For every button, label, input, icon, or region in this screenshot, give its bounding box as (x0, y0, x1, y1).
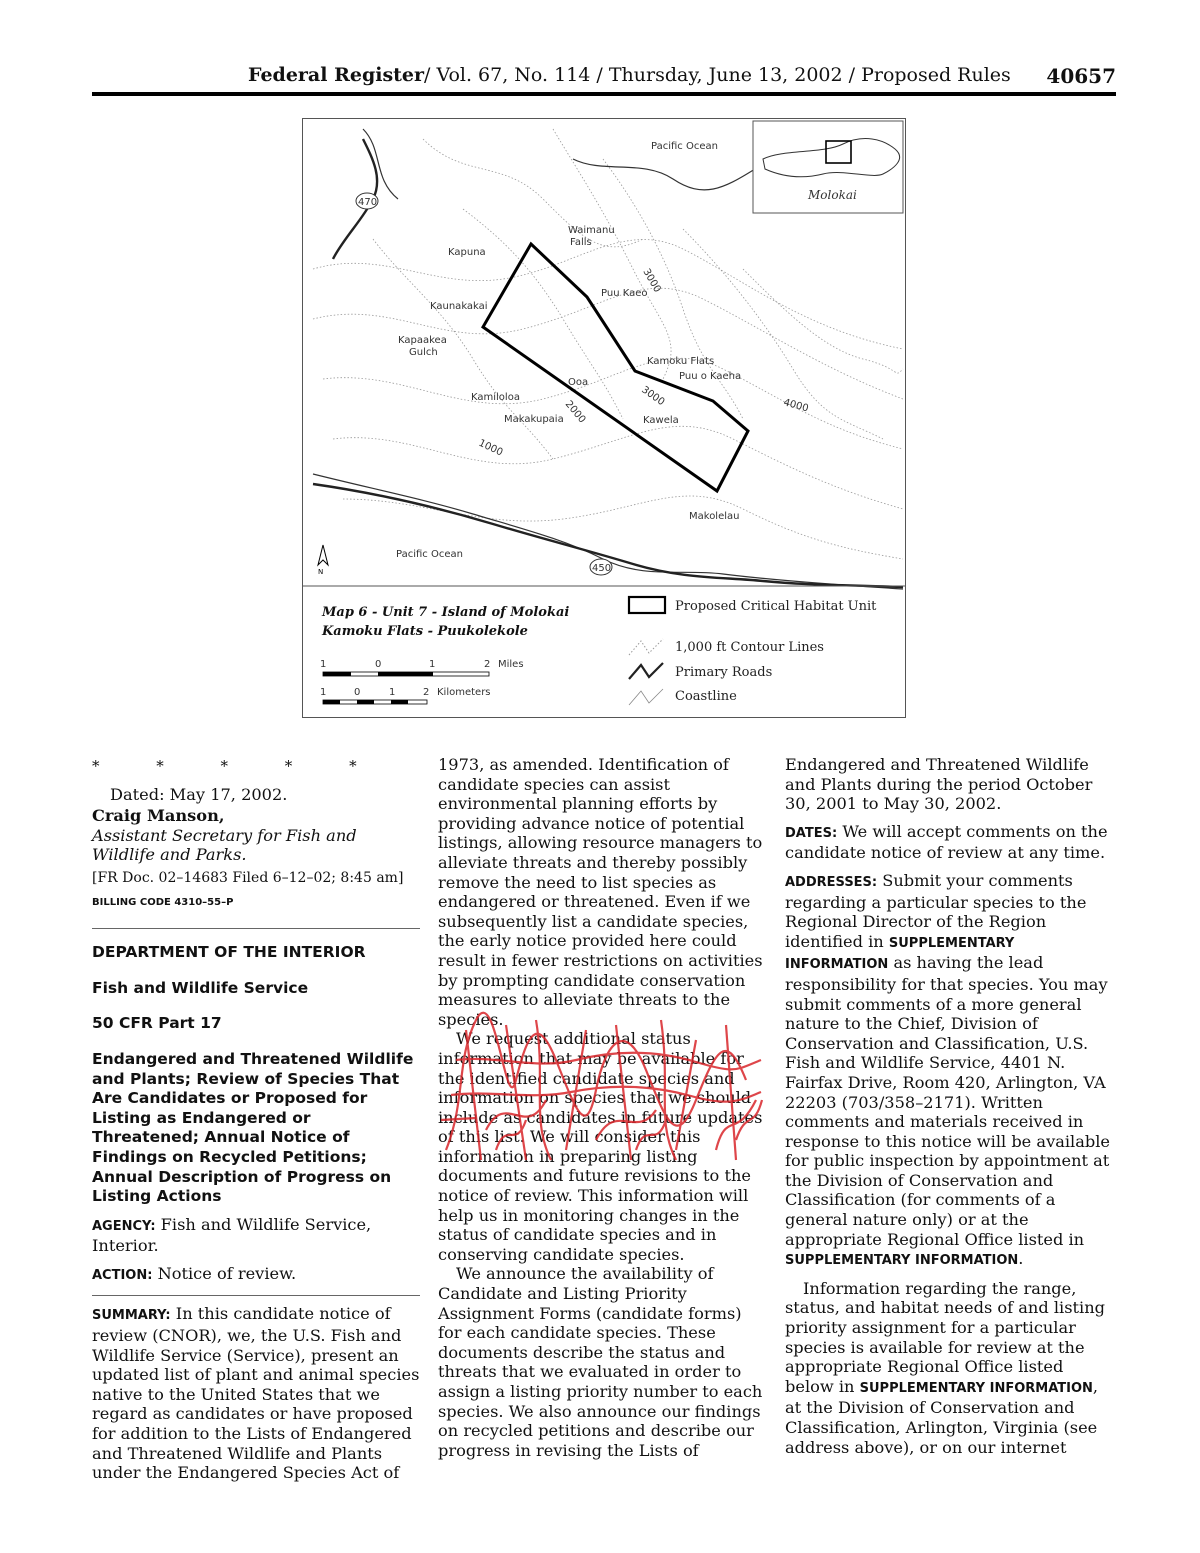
col3-paragraph-1: Endangered and Threatened Wildlife and Plants during the period October 30, 2001 to May 30, 2002. (785, 755, 1093, 814)
habitat-map (302, 118, 906, 718)
north-label: N (318, 568, 324, 576)
col2-paragraph-2: We request additional status information that may be available for the identified candidate species and information on species that we should include as candidates in future updates of this list. We will consider this information in preparing listing documents and future revisions to the notice of review. This information will help us in monitoring changes in the status of candidate species and in conserving candidate species. (438, 1029, 763, 1264)
label-contour-1000: 1000 (476, 437, 505, 459)
road-450-label: 450 (592, 563, 612, 574)
label-contour-2000: 2000 (562, 398, 588, 426)
legend-coast-symbol (629, 689, 663, 705)
label-makolelau: Makolelau (689, 511, 740, 522)
legend-unit-symbol (629, 597, 665, 613)
label-contour-4000: 4000 (782, 397, 810, 415)
label-falls: Falls (570, 237, 592, 248)
place-labels (396, 141, 810, 560)
agency-label: AGENCY: (92, 1218, 156, 1234)
summary-paragraph (92, 1304, 420, 1482)
addresses-end: . (1018, 1249, 1024, 1269)
label-kapaakea: Kapaakea (398, 335, 447, 346)
label-gulch: Gulch (409, 347, 438, 358)
label-waimanu: Waimanu (568, 225, 615, 236)
inset-label: Molokai (808, 188, 857, 202)
supp-info-ref-3: SUPPLEMENTARY INFORMATION (859, 1380, 1093, 1396)
legend-roads-symbol (629, 663, 663, 679)
supp-info-ref-2: SUPPLEMENTARY INFORMATION (785, 1253, 1019, 1269)
billing-code: BILLING CODE 4310–55–P (92, 896, 234, 908)
col2-paragraph-1: 1973, as amended. Identification of candidate species can assist environmental planning efforts by providing advance notice of potential listings, allowing resource managers to alleviate threats and thereby possibly remove the need to list species as endangered or threatened. Even if we subsequently list a candidate species, the early notice provided here could result in fewer restrictions on activities by prompting candidate conservation measures to alleviate threats to the species. (438, 755, 763, 1029)
section-rule (92, 928, 420, 929)
map-svg (303, 119, 905, 717)
signer-name: Craig Manson, (92, 806, 225, 826)
inset-map (753, 121, 903, 213)
summary-label: SUMMARY: (92, 1308, 171, 1324)
road-470-label: 470 (358, 197, 378, 208)
legend-unit-label: Proposed Critical Habitat Unit (675, 599, 877, 614)
miles-tick-0: 0 (375, 659, 382, 670)
map-title (321, 605, 569, 639)
label-kamiloloa: Kamiloloa (471, 392, 520, 403)
label-puu-kaeo: Puu Kaeo (601, 288, 648, 299)
km-unit: Kilometers (437, 687, 491, 698)
addresses-paragraph (785, 871, 1117, 1271)
info-text-a: Information regarding the range, status, and habitat needs of and listing priority assignment for a particular species is available for review at the appropriate Regional Office listed below in (785, 1278, 1105, 1396)
dates-paragraph (785, 822, 1117, 863)
km-tick-1a: 1 (320, 687, 327, 698)
km-tick-2: 2 (423, 687, 430, 698)
km-tick-1b: 1 (389, 687, 396, 698)
miles-unit: Miles (498, 659, 524, 670)
km-tick-0: 0 (354, 687, 361, 698)
header-citation (248, 64, 1011, 86)
column-3 (785, 755, 1117, 1457)
dated-line: Dated: May 17, 2002. (110, 784, 288, 804)
map-title-line2: Kamoku Flats - Puukolekole (322, 624, 528, 639)
critical-habitat-unit (483, 244, 748, 491)
cfr-heading: 50 CFR Part 17 (92, 1014, 222, 1033)
scale-bar-miles (320, 659, 524, 676)
info-paragraph (785, 1279, 1117, 1457)
label-puu-o-kaeha: Puu o Kaeha (679, 371, 742, 382)
label-kaunakakai: Kaunakakai (430, 301, 488, 312)
agency-text: Fish and Wildlife Service, Interior. (92, 1214, 372, 1256)
action-label: ACTION: (92, 1267, 153, 1283)
label-pacific-north: Pacific Ocean (651, 141, 718, 152)
section-break: * * * * * (92, 757, 383, 775)
label-pacific-south: Pacific Ocean (396, 549, 463, 560)
addresses-label: ADDRESSES: (785, 874, 878, 890)
service-heading: Fish and Wildlife Service (92, 978, 309, 997)
legend-contour-symbol (629, 639, 663, 655)
legend-roads-label: Primary Roads (675, 665, 773, 680)
addresses-text-a: Submit your comments regarding a particular species to the Regional Director of the Region identified in (785, 870, 1087, 951)
header-rule (92, 92, 1116, 96)
department-heading: DEPARTMENT OF THE INTERIOR (92, 943, 366, 962)
dates-text: We will accept comments on the candidate notice of review at any time. (785, 821, 1108, 863)
label-kapuna: Kapuna (448, 247, 486, 258)
label-contour-3000b: 3000 (639, 384, 667, 409)
summary-rule (92, 1295, 420, 1296)
agency-paragraph (92, 1215, 420, 1256)
signer-title: Assistant Secretary for Fish and Wildlife and Parks. (92, 825, 357, 865)
column-1 (92, 755, 420, 1483)
journal-name: Federal Register (248, 64, 425, 86)
page-number: 40657 (1046, 64, 1116, 88)
label-ooa: Ooa (568, 377, 589, 388)
page-header (92, 62, 1116, 92)
label-makakupaia: Makakupaia (504, 414, 564, 425)
supp-info-ref-1: SUPPLEMENTARY INFORMATION (785, 935, 1015, 973)
legend-coast-label: Coastline (675, 689, 737, 704)
miles-tick-2: 2 (484, 659, 491, 670)
info-text-b: , at the Division of Conservation and Classification, Arlington, Virginia (see address above), or on our internet (785, 1376, 1099, 1457)
map-title-line1: Map 6 - Unit 7 - Island of Molokai (322, 605, 570, 620)
map-legend (629, 597, 877, 705)
label-kawela: Kawela (643, 415, 679, 426)
north-arrow (318, 545, 328, 576)
document-title: Endangered and Threatened Wildlife and Plants; Review of Species That Are Candidates or Proposed for Listing as Endangered or Threatened; Annual Notice of Findings on Recycled Petitions; Annual Description of Progress on Listing Actions (92, 1049, 414, 1206)
label-contour-3000a: 3000 (640, 267, 663, 295)
miles-tick-1b: 1 (429, 659, 436, 670)
col2-paragraph-3: We announce the availability of Candidate and Listing Priority Assignment Forms (candidate forms) for each candidate species. These documents describe the status and threats that we evaluated in order to assign a listing priority number to each species. We also announce our findings on recycled petitions and describe our progress in revising the Lists of (438, 1264, 763, 1460)
action-paragraph (92, 1264, 420, 1286)
dates-label: DATES: (785, 825, 838, 841)
legend-contour-label: 1,000 ft Contour Lines (675, 640, 824, 655)
scale-bar-km (320, 687, 491, 704)
column-2 (438, 755, 768, 1460)
miles-tick-1a: 1 (320, 659, 327, 670)
fr-doc-line: [FR Doc. 02–14683 Filed 6–12–02; 8:45 am] (92, 869, 404, 886)
addresses-text-b: as having the lead responsibility for that species. You may submit comments of a more general nature to the Chief, Division of Conservation and Classification, U.S. Fish and Wildlife Service, 4401 N. Fairfax Drive, Room 420, Arlington, VA 22203 (703/358–2171). Written comments and materials received in response to this notice will be available for public inspection by appointment at the Division of Conservation and Classification (for comments of a general nature only) or at the appropriate Regional Office listed in (785, 953, 1110, 1249)
action-text: Notice of review. (157, 1263, 297, 1283)
summary-text: In this candidate notice of review (CNOR), we, the U.S. Fish and Wildlife Service (Service), present an updated list of plant and animal species native to the United States that we regard as candidates or have proposed for addition to the Lists of Endangered and Threatened Wildlife and Plants under the Endangered Species Act of (92, 1304, 420, 1483)
issue-info: / Vol. 67, No. 114 / Thursday, June 13, 2002 / Proposed Rules (424, 64, 1011, 86)
label-kamoku-flats: Kamoku Flats (647, 356, 715, 367)
